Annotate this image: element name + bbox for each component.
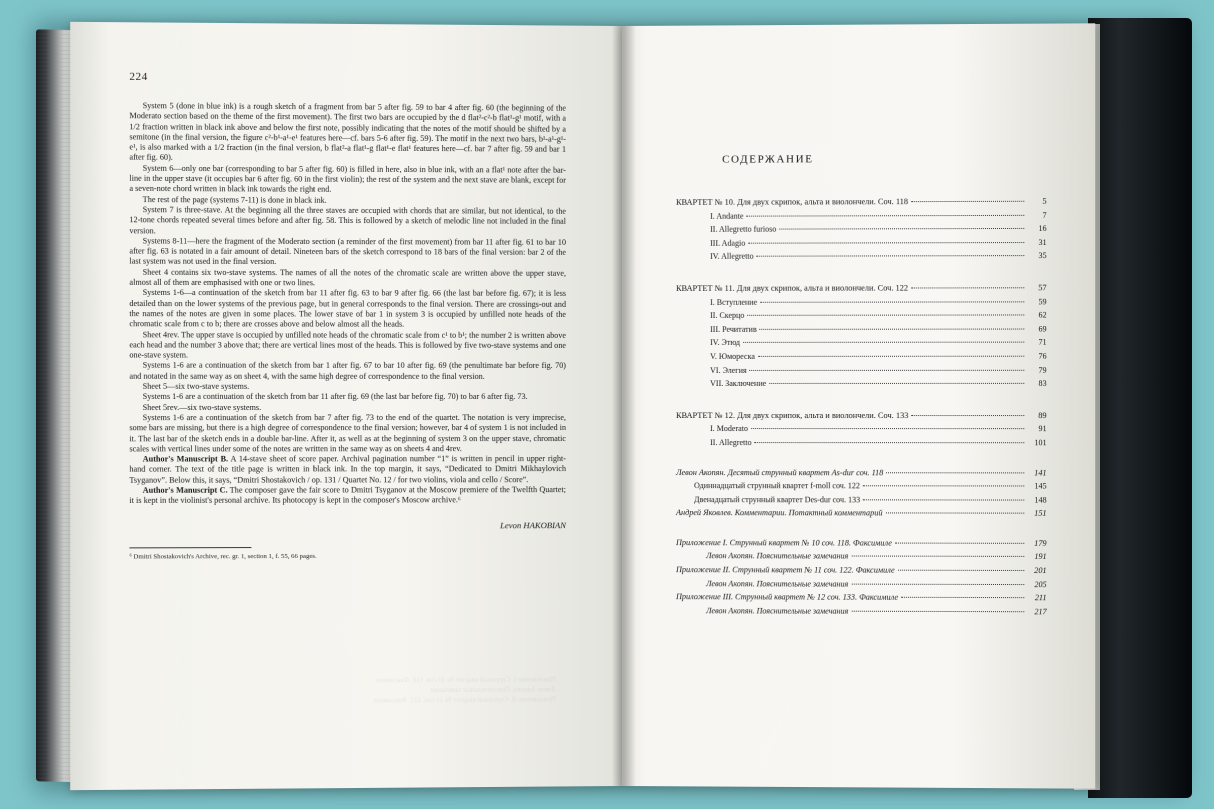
toc-spacer xyxy=(676,520,1047,537)
toc-leader-dots xyxy=(851,576,1024,584)
toc-entry-label: Андрей Яковлев. Комментарии. Потактный комментарий xyxy=(676,508,883,518)
toc-entry-label: II. Скерцо xyxy=(710,310,745,321)
toc-entry-page: 179 xyxy=(1034,538,1047,548)
toc-leader-dots xyxy=(760,321,1025,329)
toc-entry-label: КВАРТЕТ № 11. Для двух скрипок, альта и виолончели. Соч. 122 xyxy=(676,283,909,293)
toc-entry-page: 35 xyxy=(1038,251,1047,261)
toc-entry-label: V. Юмореска xyxy=(710,351,755,361)
footnote: ⁶ Dmitri Shostakovich's Archive, rec. gr. 1, section 1, f. 55, 66 pages. xyxy=(129,552,317,561)
toc-entry-label: II. Allegretto xyxy=(710,437,752,447)
toc-entry-page: 59 xyxy=(1038,296,1047,306)
toc-entry-page: 201 xyxy=(1034,566,1047,576)
manuscript-b-text: A 14-stave sheet of score paper. Archival pagination number “1” is written in pencil in upper right-hand corner. The text of the title page is written in black ink. In the top margin, it says, “Dedicated to Dmitri Mikhaylovich Tsyganov”. Below this, it says, “Dmitri Shostakovich / op. 131 / Quartet No. 12 / for two violins, viola and cello / Score”. xyxy=(129,454,566,485)
toc-spacer xyxy=(676,263,1047,280)
author-signature-text: Levon HAKOBIAN xyxy=(500,519,566,530)
left-page-content xyxy=(129,71,566,562)
paragraph: Sheet 4 contains six two-stave systems. The names of all the notes of the chromatic scale are written above the upper stave, almost all of them are emphasised with one or two lines. xyxy=(129,267,566,288)
toc-entry-label: КВАРТЕТ № 12. Для двух скрипок, альта и виолончели. Соч. 133 xyxy=(676,410,909,420)
toc-entry-label: III. Речитатив xyxy=(710,324,757,334)
toc-entry[interactable] xyxy=(676,409,1047,423)
book-cover-right xyxy=(1088,18,1192,798)
toc-entry-page: 89 xyxy=(1038,410,1047,420)
toc-entry-label: VI. Элегия xyxy=(710,365,747,375)
paragraph: Sheet 5—six two-stave systems. xyxy=(142,381,250,391)
toc-leader-dots xyxy=(911,408,1024,416)
manuscript-b-paragraph xyxy=(129,454,566,486)
table-of-contents xyxy=(676,152,1047,618)
toc-entry-label: VII. Заключение xyxy=(710,379,767,389)
body-text xyxy=(129,101,566,507)
toc-entry-label: II. Allegretto furioso xyxy=(710,224,777,234)
toc-entry[interactable] xyxy=(676,466,1047,480)
toc-entry[interactable] xyxy=(676,604,1047,619)
toc-entry[interactable] xyxy=(676,493,1047,507)
toc-entry-page: 7 xyxy=(1042,210,1047,220)
toc-leader-dots xyxy=(755,435,1025,443)
toc-leader-dots xyxy=(758,349,1024,357)
toc-entry[interactable] xyxy=(676,506,1047,520)
toc-entry-label: Одиннадцатый струнный квартет f-moll соч. 122 xyxy=(694,481,860,491)
toc-leader-dots xyxy=(863,478,1024,486)
open-book xyxy=(24,8,1194,798)
toc-entry-page: 5 xyxy=(1042,196,1047,206)
toc-entry-page: 191 xyxy=(1034,552,1047,562)
paragraph: Sheet 5rev.—six two-stave systems. xyxy=(142,402,262,412)
toc-entry-page: 71 xyxy=(1038,337,1047,347)
paragraph: The rest of the page (systems 7-11) is done in black ink. xyxy=(142,194,327,205)
toc-entry-page: 16 xyxy=(1038,224,1047,234)
right-page xyxy=(622,23,1095,788)
toc-leader-dots xyxy=(769,376,1024,384)
toc-entry-label: КВАРТЕТ № 10. Для двух скрипок, альта и виолончели. Соч. 118 xyxy=(676,197,909,207)
toc-entry-page: 211 xyxy=(1034,593,1047,603)
toc-entry-label: Приложение II. Струнный квартет № 11 соч. 122. Факсимиле xyxy=(676,565,895,575)
toc-entry-label: IV. Allegretto xyxy=(710,252,754,262)
toc-entry-label: I. Вступление xyxy=(710,297,758,307)
toc-leader-dots xyxy=(748,235,1024,244)
footnote-rule xyxy=(129,547,251,548)
toc-entry-label: I. Moderato xyxy=(710,424,748,434)
toc-entry[interactable] xyxy=(676,479,1047,493)
toc-title: СОДЕРЖАНИЕ xyxy=(722,153,814,166)
toc-entry[interactable] xyxy=(676,377,1047,391)
toc-entry-label: IV. Этюд xyxy=(710,338,741,348)
toc-entry-label: I. Andante xyxy=(710,211,744,221)
toc-leader-dots xyxy=(747,207,1025,216)
toc-entry-page: 205 xyxy=(1034,579,1047,589)
toc-leader-dots xyxy=(747,308,1024,316)
author-signature xyxy=(129,520,566,531)
paragraph: Systems 1-6 are a continuation of the sketch from bar 11 after fig. 69 (the last bar before fig. 70) to bar 6 after fig. 73. xyxy=(142,392,528,402)
manuscript-c-label: Author's Manuscript C. xyxy=(142,485,228,495)
toc-entry-label: Левон Акопян. Пояснительные замечания xyxy=(706,551,849,561)
toc-list xyxy=(676,195,1047,619)
page-number: 224 xyxy=(129,70,148,83)
toc-leader-dots xyxy=(886,506,1025,514)
toc-leader-dots xyxy=(851,549,1024,557)
toc-leader-dots xyxy=(911,194,1024,202)
toc-entry-page: 145 xyxy=(1034,481,1047,491)
toc-entry-label: Левон Акопян. Десятый струнный квартет As-dur соч. 118 xyxy=(676,467,884,477)
paragraph: Sheet 4rev. The upper stave is occupied by unfilled note heads of the chromatic scale from c¹ to b¹; the number 2 is written above each head and the number 3 above that; there are vertical lines most of the heads. This is followed by five two-stave systems and one one-stave system. xyxy=(129,329,566,360)
left-page xyxy=(70,22,622,790)
toc-leader-dots xyxy=(851,604,1024,613)
page-showthrough: Приложение I. Струнный квартет № 10 соч. 118. Факсимиле Левон Акопян. Пояснительные замечания Приложение II. Струнный квартет № 11 соч. 122. Факсимиле xyxy=(373,675,556,705)
toc-entry-page: 76 xyxy=(1038,351,1047,361)
paragraph: Systems 1-6 are a continuation of the sketch from bar 7 after fig. 73 to the end of the quartet. The notation is very imprecise, some bars are missing, but there is a high degree of correspondence to the final version; however, bar 4 of system 1 is not included in it. The last bar of the sketch ends in a double bar-line. After it, as well as at the beginning of system 3 on the upper stave, chromatic scales with vertical lines under some of the notes are written in the same way as on sheets 4 and 4rev. xyxy=(129,412,566,454)
paragraph: System 7 is three-stave. At the beginning all the three staves are occupied with chords that are similar, but not identical, to the 12-tone chords repeated several times before and after fig. 58. This is followed by a sketch of melodic line not included in the final version. xyxy=(129,205,566,235)
paragraph: System 6—only one bar (corresponding to bar 5 after fig. 60) is filled in here, also in blue ink, with an a flat¹ note after the bar-line in the upper stave (it occupies bar 6 after fig. 60 in the first violin); the rest of the system and the next stave are blank, except for a seven-note chord written in black ink towards the right end. xyxy=(129,163,566,195)
toc-leader-dots xyxy=(779,221,1024,230)
toc-entry-page: 31 xyxy=(1038,237,1047,247)
toc-leader-dots xyxy=(901,590,1024,598)
toc-leader-dots xyxy=(898,563,1025,571)
manuscript-c-paragraph xyxy=(129,485,566,506)
toc-leader-dots xyxy=(750,362,1025,370)
toc-entry-page: 91 xyxy=(1038,424,1047,434)
toc-leader-dots xyxy=(895,535,1024,543)
toc-entry-page: 79 xyxy=(1038,365,1047,375)
paragraph: Systems 1-6—a continuation of the sketch from bar 11 after fig. 63 to bar 9 after fig. 66 (the last bar before fig. 67); it is less detailed than on the lower systems of the previous page, but in general corresponds to the final version. There are crossings-out and the names of the notes are given in some places. The lower stave of bar 1 in system 3 is occupied by unfilled note heads of the chromatic scale from c to b; there are crosses above and below almost all the heads. xyxy=(129,288,566,329)
toc-entry-page: 69 xyxy=(1038,324,1047,334)
toc-entry-label: Приложение I. Струнный квартет № 10 соч. 118. Факсимиле xyxy=(676,537,892,548)
toc-entry-label: Левон Акопян. Пояснительные замечания xyxy=(706,606,849,616)
toc-entry[interactable] xyxy=(676,577,1047,592)
toc-entry-page: 217 xyxy=(1034,607,1047,617)
toc-leader-dots xyxy=(751,421,1024,429)
toc-entry-page: 151 xyxy=(1034,508,1047,518)
toc-entry-label: III. Adagio xyxy=(710,238,746,248)
paragraph: System 5 (done in blue ink) is a rough sketch of a fragment from bar 5 after fig. 59 to bar 4 after fig. 60 (the beginning of the Moderato section based on the theme of the first movement). The first two bars are occupied by the d flat²-c²-b flat¹-g¹ motif, with a 1/2 fraction written in black ink above and below the first note, possibly indicating that the notes of the motif should be shifted by a semitone (in the final version, the figure c²-b¹-a¹-e¹ features here—cf. bars 5-6 after fig. 59). The motif in the next two bars, b¹-a¹-g¹-e¹, is also marked with a 1/2 fraction (in the final version, b flat²-a flat¹-g flat¹-e flat¹ features here—cf. bar 7 after fig. 59 and bar 1 after fig. 60). xyxy=(129,101,566,163)
toc-entry[interactable] xyxy=(676,249,1047,263)
toc-entry-page: 83 xyxy=(1038,378,1047,389)
toc-leader-dots xyxy=(743,335,1024,343)
toc-leader-dots xyxy=(863,492,1024,500)
manuscript-b-label: Author's Manuscript B. xyxy=(142,454,229,464)
toc-leader-dots xyxy=(757,248,1025,257)
toc-entry[interactable] xyxy=(676,550,1047,564)
manuscript-c-text: The composer gave the fair score to Dmitri Tsyganov at the Moscow premiere of the Twelfth Quartet; it is kept in the violinist's personal archive. Its photocopy is kept in the composer's Moscow archive.⁶ xyxy=(129,485,566,506)
toc-entry-page: 101 xyxy=(1034,438,1047,448)
toc-entry[interactable] xyxy=(676,436,1047,450)
paragraph: Systems 1-6 are a continuation of the sketch from bar 1 after fig. 67 to bar 10 after fig. 69 (the penultimate bar before fig. 70) and notated in the same way as on sheet 4, with the same high degree of correspondence to the final version. xyxy=(129,360,566,381)
toc-leader-dots xyxy=(760,294,1024,302)
toc-entry-page: 141 xyxy=(1034,467,1047,477)
paragraph: Systems 8-11—here the fragment of the Moderato section (a reminder of the first movement) from bar 11 after fig. 61 to bar 10 after fig. 63 is notated in a fair amount of detail. Nineteen bars of the sketch correspond to 18 bars of the final version: bar 2 of the last system was not used in the final version. xyxy=(129,236,566,267)
toc-spacer xyxy=(676,450,1047,466)
toc-entry-label: Двенадцатый струнный квартет Des-dur соч. 133 xyxy=(694,494,861,505)
toc-entry-page: 57 xyxy=(1038,283,1047,293)
toc-entry-label: Приложение III. Струнный квартет № 12 соч. 133. Факсимиле xyxy=(676,592,899,603)
toc-leader-dots xyxy=(886,465,1024,473)
toc-entry-page: 148 xyxy=(1034,495,1047,505)
toc-spacer xyxy=(676,391,1047,407)
toc-entry-label: Левон Акопян. Пояснительные замечания xyxy=(706,578,849,589)
toc-leader-dots xyxy=(911,280,1024,288)
toc-entry-page: 62 xyxy=(1038,310,1047,320)
